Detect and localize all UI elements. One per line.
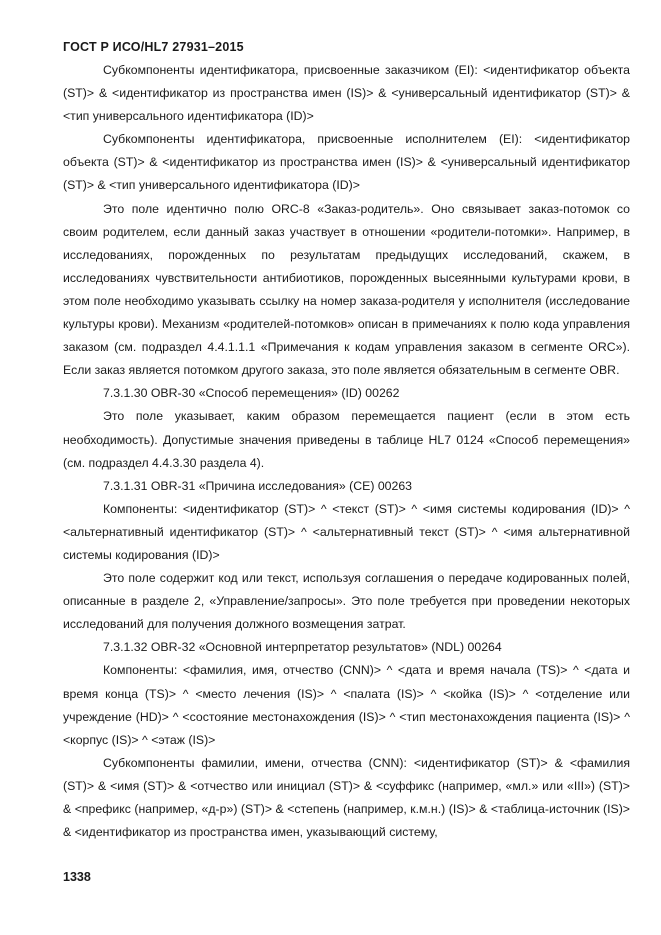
document-body [63, 59, 630, 844]
paragraph-filler-subcomponents: Субкомпоненты идентификатора, присвоенные исполнителем (EI): <идентификатор объекта (ST)> & <идентификатор из пространства имен (IS)> & <универсальный идентификатор (ST)> & <тип универсального идентификатора (ID)> [63, 132, 630, 193]
section-heading-obr-31: 7.3.1.31 OBR-31 «Причина исследования» (CE) 00263 [103, 478, 413, 493]
section-heading-obr-32: 7.3.1.32 OBR-32 «Основной интерпретатор результатов» (NDL) 00264 [103, 640, 502, 655]
page-number: 1338 [63, 870, 91, 884]
paragraph-transport-mode: Это поле указывает, каким образом перемещается пациент (если в этом есть необходимость). Допустимые значения приведены в таблице HL7 0124 «Способ перемещения» (см. подраздел 4.4.3.30 раздела 4). [63, 409, 630, 470]
paragraph-ce-components: Компоненты: <идентификатор (ST)> ^ <текст (ST)> ^ <имя системы кодирования (ID)> ^ <альтернативный идентификатор (ST)> ^ <альтернативный текст (ST)> ^ <имя альтернативной системы кодирования (ID)> [63, 501, 630, 562]
paragraph-placer-subcomponents: Субкомпоненты идентификатора, присвоенные заказчиком (EI): <идентификатор объекта (ST)> & <идентификатор из пространства имен (IS)> & <универсальный идентификатор (ST)> & <тип универсального идентификатора (ID)> [63, 63, 630, 124]
paragraph-reason-for-study: Это поле содержит код или текст, используя соглашения о передаче кодированных полей, описанные в разделе 2, «Управление/запросы». Это поле требуется при проведении некоторых исследований для получения должного возмещения затрат. [63, 571, 630, 632]
paragraph-cnn-subcomponents: Субкомпоненты фамилии, имени, отчества (CNN): <идентификатор (ST)> & <фамилия (ST)> & <имя (ST)> & <отчество или инициал (ST)> & <суффикс (например, «мл.» или «III») (ST)> & <префикс (например, «д-р») (ST)> & <степень (например, к.м.н.) (IS)> & <таблица-источник (IS)> & <идентификатор из пространства имен, указывающий систему, [63, 755, 630, 840]
paragraph-parent-order: Это поле идентично полю ORC-8 «Заказ-родитель». Оно связывает заказ-потомок со своим родителем, если данный заказ участвует в отношении «родители-потомки». Например, в исследованиях, порожденных по результатам предыдущих исследований, скажем, в исследованиях чувствительности антибиотиков, порожденных высеянными культурами крови, в этом поле необходимо указывать ссылку на номер заказа-родителя у исполнителя (исследование культуры крови). Механизм «родителей-потомков» описан в примечаниях к полю кода управления заказом (см. подраздел 4.4.1.1.1 «Примечания к кодам управления заказом в сегменте ORC»). Если заказ является потомком другого заказа, это поле является обязательным в сегменте OBR. [63, 201, 630, 378]
standard-header: ГОСТ Р ИСО/HL7 27931–2015 [63, 40, 244, 54]
section-heading-obr-30: 7.3.1.30 OBR-30 «Способ перемещения» (ID) 00262 [103, 386, 400, 401]
paragraph-ndl-components: Компоненты: <фамилия, имя, отчество (CNN)> ^ <дата и время начала (TS)> ^ <дата и время конца (TS)> ^ <место лечения (IS)> ^ <палата (IS)> ^ <койка (IS)> ^ <отделение или учреждение (HD)> ^ <состояние местонахождения (IS)> ^ <тип местонахождения пациента (IS)> ^ <корпус (IS)> ^ <этаж (IS)> [63, 663, 630, 747]
